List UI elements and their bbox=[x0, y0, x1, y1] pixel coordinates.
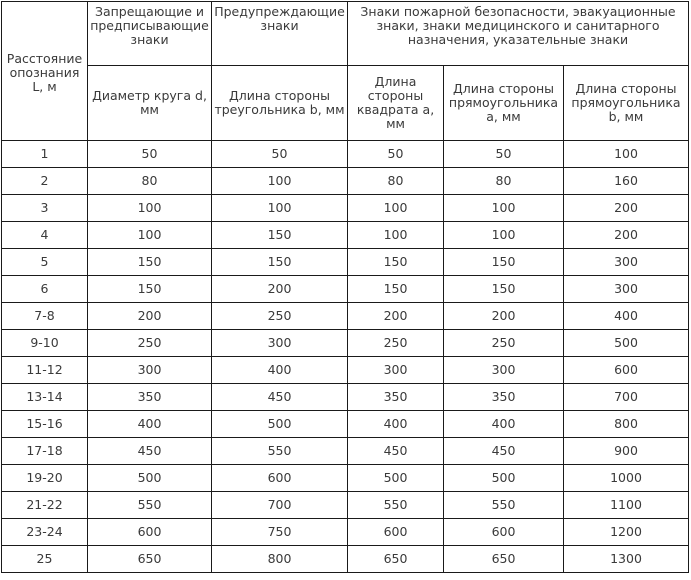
rect-side-a-cell: 650 bbox=[444, 546, 564, 573]
distance-cell: 21-22 bbox=[2, 492, 88, 519]
table-row bbox=[2, 249, 689, 276]
rect-side-a-cell: 100 bbox=[444, 195, 564, 222]
rect-side-a-cell: 600 bbox=[444, 519, 564, 546]
triangle-side-cell: 300 bbox=[212, 330, 348, 357]
table-row bbox=[2, 465, 689, 492]
circle-diameter-cell: 300 bbox=[88, 357, 212, 384]
rect-side-b-cell: 700 bbox=[564, 384, 689, 411]
circle-diameter-cell: 200 bbox=[88, 303, 212, 330]
table-row bbox=[2, 438, 689, 465]
square-side-cell: 600 bbox=[348, 519, 444, 546]
table-row bbox=[2, 276, 689, 303]
distance-cell: 15-16 bbox=[2, 411, 88, 438]
square-side-cell: 500 bbox=[348, 465, 444, 492]
table-row bbox=[2, 411, 689, 438]
rect-side-a-cell: 400 bbox=[444, 411, 564, 438]
header-fire-safety-signs: Знаки пожарной безопасности, эвакуационные знаки, знаки медицинского и санитарного назначения, указательные знаки bbox=[348, 2, 689, 66]
triangle-side-cell: 750 bbox=[212, 519, 348, 546]
circle-diameter-cell: 100 bbox=[88, 195, 212, 222]
header-rect-side-a: Длина стороны прямоугольника a, мм bbox=[444, 66, 564, 141]
circle-diameter-cell: 150 bbox=[88, 276, 212, 303]
triangle-side-cell: 500 bbox=[212, 411, 348, 438]
distance-cell: 13-14 bbox=[2, 384, 88, 411]
table-row bbox=[2, 303, 689, 330]
circle-diameter-cell: 100 bbox=[88, 222, 212, 249]
table-body bbox=[2, 141, 689, 573]
distance-cell: 1 bbox=[2, 141, 88, 168]
header-prohibiting-signs: Запрещающие и предписывающие знаки bbox=[88, 2, 212, 66]
square-side-cell: 300 bbox=[348, 357, 444, 384]
rect-side-b-cell: 1300 bbox=[564, 546, 689, 573]
square-side-cell: 150 bbox=[348, 276, 444, 303]
rect-side-a-cell: 100 bbox=[444, 222, 564, 249]
square-side-cell: 80 bbox=[348, 168, 444, 195]
circle-diameter-cell: 350 bbox=[88, 384, 212, 411]
square-side-cell: 350 bbox=[348, 384, 444, 411]
rect-side-b-cell: 1000 bbox=[564, 465, 689, 492]
rect-side-b-cell: 160 bbox=[564, 168, 689, 195]
triangle-side-cell: 700 bbox=[212, 492, 348, 519]
rect-side-a-cell: 150 bbox=[444, 249, 564, 276]
header-row-1 bbox=[2, 2, 689, 66]
circle-diameter-cell: 80 bbox=[88, 168, 212, 195]
triangle-side-cell: 450 bbox=[212, 384, 348, 411]
distance-cell: 5 bbox=[2, 249, 88, 276]
distance-cell: 7-8 bbox=[2, 303, 88, 330]
square-side-cell: 100 bbox=[348, 195, 444, 222]
triangle-side-cell: 100 bbox=[212, 195, 348, 222]
triangle-side-cell: 50 bbox=[212, 141, 348, 168]
square-side-cell: 550 bbox=[348, 492, 444, 519]
rect-side-b-cell: 400 bbox=[564, 303, 689, 330]
distance-cell: 3 bbox=[2, 195, 88, 222]
table-row bbox=[2, 222, 689, 249]
header-circle-diameter: Диаметр круга d, мм bbox=[88, 66, 212, 141]
distance-cell: 17-18 bbox=[2, 438, 88, 465]
square-side-cell: 100 bbox=[348, 222, 444, 249]
header-warning-signs: Предупреждающие знаки bbox=[212, 2, 348, 66]
table-row bbox=[2, 168, 689, 195]
rect-side-a-cell: 350 bbox=[444, 384, 564, 411]
distance-cell: 11-12 bbox=[2, 357, 88, 384]
distance-cell: 4 bbox=[2, 222, 88, 249]
table-row bbox=[2, 195, 689, 222]
distance-cell: 23-24 bbox=[2, 519, 88, 546]
rect-side-a-cell: 550 bbox=[444, 492, 564, 519]
rect-side-a-cell: 150 bbox=[444, 276, 564, 303]
square-side-cell: 250 bbox=[348, 330, 444, 357]
rect-side-b-cell: 900 bbox=[564, 438, 689, 465]
header-square-side: Длина стороны квадрата a, мм bbox=[348, 66, 444, 141]
table-row bbox=[2, 384, 689, 411]
rect-side-a-cell: 250 bbox=[444, 330, 564, 357]
circle-diameter-cell: 400 bbox=[88, 411, 212, 438]
distance-cell: 2 bbox=[2, 168, 88, 195]
circle-diameter-cell: 600 bbox=[88, 519, 212, 546]
triangle-side-cell: 150 bbox=[212, 222, 348, 249]
table-row bbox=[2, 330, 689, 357]
distance-cell: 25 bbox=[2, 546, 88, 573]
table-row bbox=[2, 357, 689, 384]
rect-side-b-cell: 500 bbox=[564, 330, 689, 357]
header-rect-side-b: Длина стороны прямоугольника b, мм bbox=[564, 66, 689, 141]
distance-cell: 6 bbox=[2, 276, 88, 303]
rect-side-a-cell: 500 bbox=[444, 465, 564, 492]
rect-side-a-cell: 300 bbox=[444, 357, 564, 384]
square-side-cell: 200 bbox=[348, 303, 444, 330]
rect-side-a-cell: 50 bbox=[444, 141, 564, 168]
triangle-side-cell: 200 bbox=[212, 276, 348, 303]
header-triangle-side: Длина стороны треугольника b, мм bbox=[212, 66, 348, 141]
triangle-side-cell: 600 bbox=[212, 465, 348, 492]
rect-side-a-cell: 450 bbox=[444, 438, 564, 465]
rect-side-b-cell: 200 bbox=[564, 222, 689, 249]
triangle-side-cell: 800 bbox=[212, 546, 348, 573]
rect-side-b-cell: 1200 bbox=[564, 519, 689, 546]
rect-side-b-cell: 300 bbox=[564, 276, 689, 303]
circle-diameter-cell: 50 bbox=[88, 141, 212, 168]
header-distance: Расстояние опознания L, м bbox=[2, 2, 88, 141]
rect-side-b-cell: 100 bbox=[564, 141, 689, 168]
circle-diameter-cell: 500 bbox=[88, 465, 212, 492]
rect-side-b-cell: 300 bbox=[564, 249, 689, 276]
circle-diameter-cell: 450 bbox=[88, 438, 212, 465]
table-row bbox=[2, 141, 689, 168]
rect-side-a-cell: 200 bbox=[444, 303, 564, 330]
distance-cell: 19-20 bbox=[2, 465, 88, 492]
rect-side-b-cell: 800 bbox=[564, 411, 689, 438]
triangle-side-cell: 250 bbox=[212, 303, 348, 330]
circle-diameter-cell: 150 bbox=[88, 249, 212, 276]
table-row bbox=[2, 492, 689, 519]
table-row bbox=[2, 546, 689, 573]
triangle-side-cell: 150 bbox=[212, 249, 348, 276]
distance-cell: 9-10 bbox=[2, 330, 88, 357]
circle-diameter-cell: 650 bbox=[88, 546, 212, 573]
square-side-cell: 150 bbox=[348, 249, 444, 276]
circle-diameter-cell: 550 bbox=[88, 492, 212, 519]
table-row bbox=[2, 519, 689, 546]
sign-size-table bbox=[1, 1, 689, 573]
rect-side-b-cell: 1100 bbox=[564, 492, 689, 519]
square-side-cell: 450 bbox=[348, 438, 444, 465]
triangle-side-cell: 400 bbox=[212, 357, 348, 384]
rect-side-b-cell: 600 bbox=[564, 357, 689, 384]
rect-side-b-cell: 200 bbox=[564, 195, 689, 222]
triangle-side-cell: 100 bbox=[212, 168, 348, 195]
square-side-cell: 50 bbox=[348, 141, 444, 168]
header-row-2 bbox=[2, 66, 689, 141]
circle-diameter-cell: 250 bbox=[88, 330, 212, 357]
triangle-side-cell: 550 bbox=[212, 438, 348, 465]
square-side-cell: 400 bbox=[348, 411, 444, 438]
rect-side-a-cell: 80 bbox=[444, 168, 564, 195]
square-side-cell: 650 bbox=[348, 546, 444, 573]
